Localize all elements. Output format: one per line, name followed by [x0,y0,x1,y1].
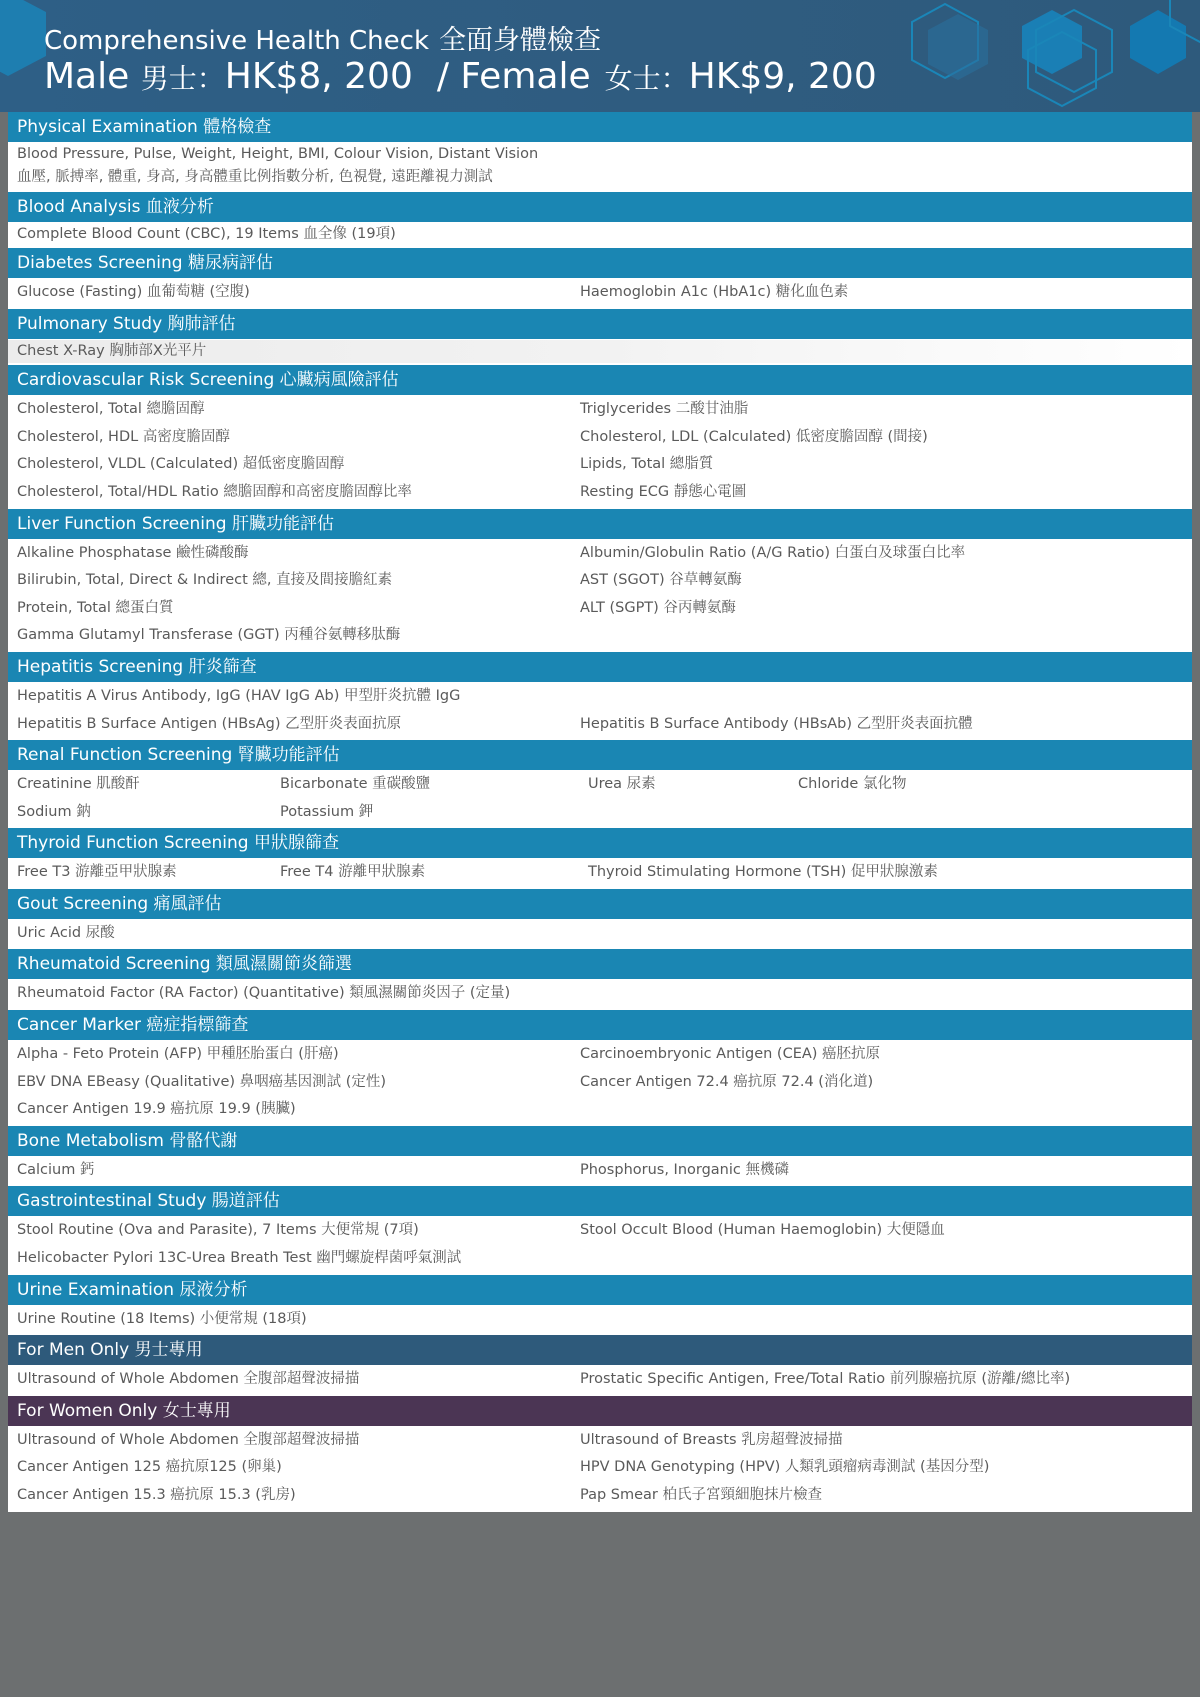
section-header: For Men Only 男士專用 [8,1335,1192,1365]
section-header: Bone Metabolism 骨骼代謝 [8,1126,1192,1156]
table-row [8,980,1192,1008]
table-row [8,223,1192,246]
table-cell: Lipids, Total 總脂質 [580,456,714,473]
table-cell: Calcium 鈣 [17,1161,95,1178]
section-header: Diabetes Screening 糖尿病評估 [8,248,1192,278]
page-title [44,18,601,57]
table-cell: Urea 尿素 [588,776,656,793]
table-row [8,683,1192,711]
section-body [8,222,1192,248]
table-cell: Cholesterol, Total 總膽固醇 [17,401,205,418]
table-cell: Bicarbonate 重碳酸鹽 [280,776,431,793]
table-row [8,340,1192,363]
section-body [8,1365,1192,1396]
table-row [8,1482,1192,1510]
section-body [8,1156,1192,1187]
table-cell: Helicobacter Pylori 13C-Urea Breath Test 幽門螺旋桿菌呼氣測試 [17,1250,462,1267]
table-row [8,166,1192,189]
table-cell: Resting ECG 靜態心電圖 [580,483,747,500]
section-body [8,1305,1192,1336]
table-row [8,1427,1192,1455]
table-cell: EBV DNA EBeasy (Qualitative) 鼻咽癌基因測試 (定性) [17,1073,387,1090]
table-cell: Triglycerides 二酸甘油脂 [580,401,749,418]
section-body [8,395,1192,508]
section-header: Rheumatoid Screening 類風濕關節炎篩選 [8,949,1192,979]
section-body [8,278,1192,309]
section-header: Blood Analysis 血液分析 [8,192,1192,222]
table-cell: Pap Smear 柏氏子宮頸細胞抹片檢查 [580,1487,822,1503]
table-cell: Free T3 游離亞甲狀腺素 [17,864,177,881]
table-row [8,1245,1192,1273]
table-cell: AST (SGOT) 谷草轉氨酶 [580,572,742,589]
table-row [8,567,1192,595]
section-header: Thyroid Function Screening 甲狀腺篩查 [8,828,1192,858]
table-row [8,622,1192,650]
table-row [8,1306,1192,1334]
table-cell: HPV DNA Genotyping (HPV) 人類乳頭瘤病毒測試 (基因分型) [580,1459,990,1476]
table-cell: Sodium 鈉 [17,803,91,820]
table-cell: Ultrasound of Breasts 乳房超聲波掃描 [580,1431,843,1448]
table-cell: Ultrasound of Whole Abdomen 全腹部超聲波掃描 [17,1371,360,1388]
title-english: Comprehensive Health Check [44,26,429,56]
female-label-chinese: 女士 [604,62,661,95]
section-header: Hepatitis Screening 肝炎篩查 [8,652,1192,682]
price-banner [0,0,1200,112]
table-cell: Cancer Antigen 72.4 癌抗原 72.4 (消化道) [580,1073,874,1090]
table-cell: Potassium 鉀 [280,803,374,820]
table-cell: Cancer Antigen 125 癌抗原125 (卵巢) [17,1459,282,1476]
table-row [8,1454,1192,1482]
section-header: Liver Function Screening 肝臟功能評估 [8,509,1192,539]
section-body [8,682,1192,740]
table-cell: Alpha - Feto Protein (AFP) 甲種胚胎蛋白 (肝癌) [17,1046,339,1063]
male-label: Male [44,56,130,97]
table-row [8,1041,1192,1069]
section-body [8,919,1192,950]
male-label-chinese: 男士 [140,62,197,95]
table-cell: Blood Pressure, Pulse, Weight, Height, BMI, Colour Vision, Distant Vision [17,146,539,162]
table-cell: Carcinoembryonic Antigen (CEA) 癌胚抗原 [580,1046,881,1063]
section-header: Physical Examination 體格檢查 [8,112,1192,142]
section-body [8,142,1192,192]
table-row [8,451,1192,479]
table-cell: Cancer Antigen 19.9 癌抗原 19.9 (胰臟) [17,1101,296,1118]
table-cell: Cholesterol, Total/HDL Ratio 總膽固醇和高密度膽固醇比率 [17,483,412,500]
table-row [8,424,1192,452]
table-cell: Cancer Antigen 15.3 癌抗原 15.3 (乳房) [17,1487,296,1503]
table-row [8,920,1192,948]
table-row [8,1366,1192,1394]
table-cell: ALT (SGPT) 谷丙轉氨酶 [580,599,736,616]
table-cell: Phosphorus, Inorganic 無機磷 [580,1161,789,1178]
male-price: HK$8, 200 [224,56,413,97]
table-cell: Complete Blood Count (CBC), 19 Items 血全像 (19項) [17,225,396,242]
table-row [8,771,1192,799]
table-cell: Bilirubin, Total, Direct & Indirect 總, 直接及間接膽紅素 [17,572,393,589]
table-row [8,540,1192,568]
section-body [8,770,1192,828]
table-cell: Urine Routine (18 Items) 小便常規 (18項) [17,1310,307,1327]
female-label: / Female [436,56,591,97]
table-row [8,1096,1192,1124]
table-cell: Haemoglobin A1c (HbA1c) 糖化血色素 [580,284,849,301]
price-line [44,56,877,97]
section-body [8,1040,1192,1126]
table-cell: Glucose (Fasting) 血葡萄糖 (空腹) [17,284,250,301]
section-header: Pulmonary Study 胸肺評估 [8,309,1192,339]
table-cell: Protein, Total 總蛋白質 [17,599,174,616]
table-cell: Chest X-Ray 胸肺部X光平片 [17,342,207,359]
table-cell: Ultrasound of Whole Abdomen 全腹部超聲波掃描 [17,1431,360,1448]
table-cell: Free T4 游離甲狀腺素 [280,864,426,881]
table-row [8,1069,1192,1097]
title-chinese: 全面身體檢查 [439,25,601,56]
section-body [8,1216,1192,1274]
table-cell: Thyroid Stimulating Hormone (TSH) 促甲狀腺激素 [588,864,938,881]
table-row [8,143,1192,166]
table-cell: Creatinine 肌酸酐 [17,776,140,793]
table-row [8,859,1192,887]
table-cell: Cholesterol, HDL 高密度膽固醇 [17,428,230,445]
section-body [8,858,1192,889]
table-cell: Cholesterol, LDL (Calculated) 低密度膽固醇 (間接) [580,428,928,445]
table-cell: Albumin/Globulin Ratio (A/G Ratio) 白蛋白及球蛋白比率 [580,544,966,561]
table-row [8,1217,1192,1245]
table-cell: Stool Occult Blood (Human Haemoglobin) 大便隱血 [580,1222,945,1239]
section-body [8,539,1192,652]
section-body [8,1426,1192,1512]
table-row [8,279,1192,307]
table-cell: Gamma Glutamyl Transferase (GGT) 丙種谷氨轉移肽酶 [17,627,401,644]
section-body [8,339,1192,365]
table-row [8,711,1192,739]
table-cell: Uric Acid 尿酸 [17,924,115,941]
table-row [8,396,1192,424]
table-row [8,799,1192,827]
table-row [8,595,1192,623]
table-cell: Alkaline Phosphatase 鹼性磷酸酶 [17,544,249,561]
section-header: Gout Screening 痛風評估 [8,889,1192,919]
section-body [8,979,1192,1010]
table-cell: Hepatitis B Surface Antigen (HBsAg) 乙型肝炎表面抗原 [17,715,402,732]
table-cell: Hepatitis A Virus Antibody, IgG (HAV IgG Ab) 甲型肝炎抗體 IgG [17,687,461,704]
section-header: Gastrointestinal Study 腸道評估 [8,1186,1192,1216]
table-cell: Cholesterol, VLDL (Calculated) 超低密度膽固醇 [17,456,345,473]
female-price: HK$9, 200 [688,56,877,97]
table-cell: Rheumatoid Factor (RA Factor) (Quantitative) 類風濕關節炎因子 (定量) [17,985,511,1002]
female-colon: ： [660,62,689,95]
table-cell: Prostatic Specific Antigen, Free/Total Ratio 前列腺癌抗原 (游離/總比率) [580,1371,1071,1388]
table-cell: Chloride 氯化物 [798,776,907,793]
section-header: For Women Only 女士專用 [8,1396,1192,1426]
table-cell: 血壓, 脈搏率, 體重, 身高, 身高體重比例指數分析, 色視覺, 遠距離視力測試 [17,169,493,186]
section-header: Renal Function Screening 腎臟功能評估 [8,740,1192,770]
table-row [8,479,1192,507]
table-cell: Stool Routine (Ova and Parasite), 7 Items 大便常規 (7項) [17,1222,419,1239]
table-row [8,1157,1192,1185]
section-header: Cancer Marker 癌症指標篩查 [8,1010,1192,1040]
check-items-table [8,112,1192,1512]
section-header: Urine Examination 尿液分析 [8,1275,1192,1305]
section-header: Cardiovascular Risk Screening 心臟病風險評估 [8,365,1192,395]
male-colon: ： [196,62,225,95]
table-cell: Hepatitis B Surface Antibody (HBsAb) 乙型肝炎表面抗體 [580,715,973,732]
